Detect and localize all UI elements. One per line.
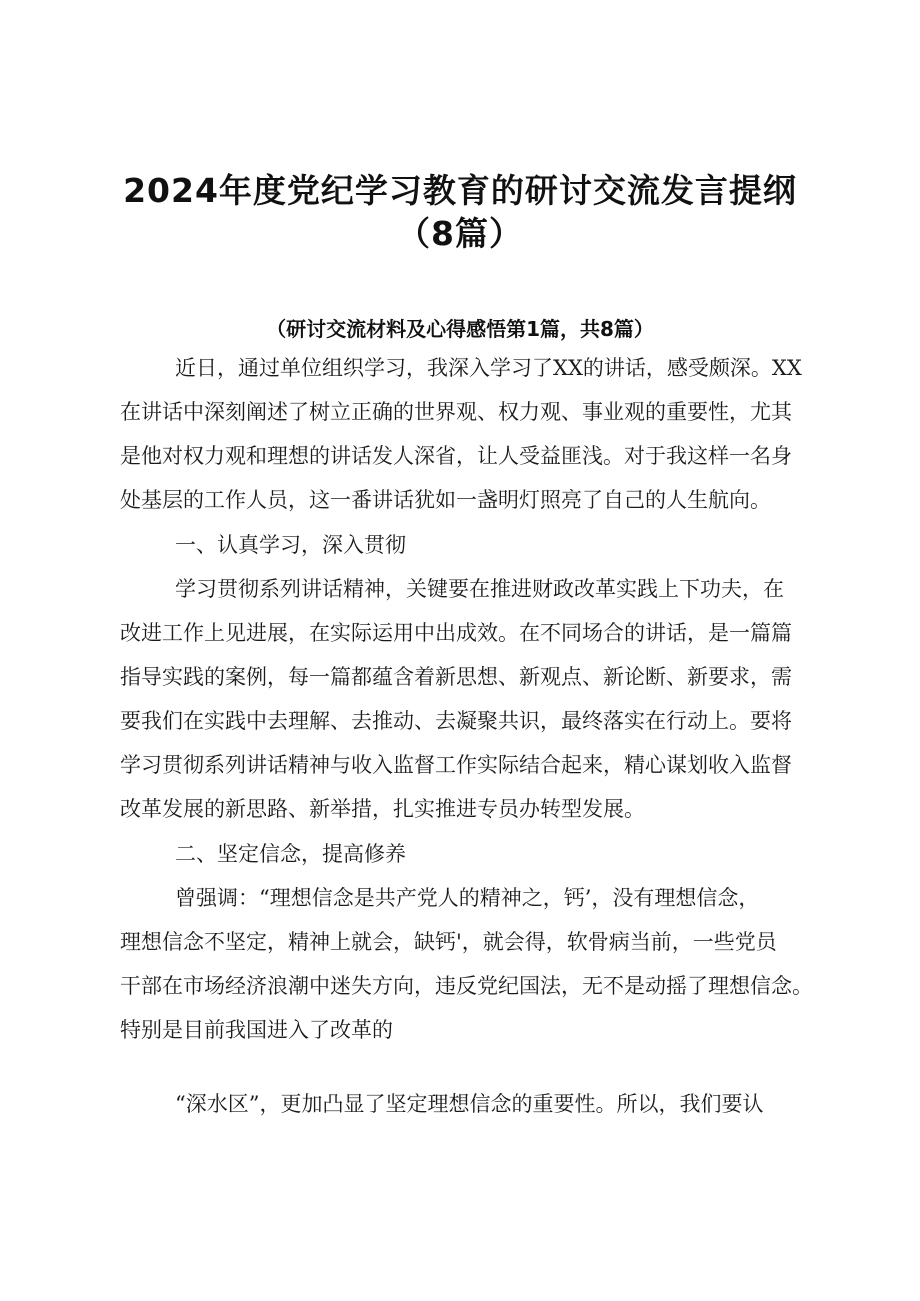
body-line-9: 学习贯彻系列讲话精神与收入监督工作实际结合起来，精心谋划收入监督 <box>120 753 792 777</box>
body-line-10: 改革发展的新思路、新举措，扎实推进专员办转型发展。 <box>120 797 645 821</box>
body-line-5: 学习贯彻系列讲话精神，关键要在推进财政改革实践上下功夫，在 <box>175 577 784 601</box>
document-title-line-1: 2024年度党纪学习教育的研讨交流发言提纲 <box>123 171 797 210</box>
section-heading-2: 二、坚定信念，提高修养 <box>175 842 406 866</box>
body-line-4: 处基层的工作人员，这一番讲话犹如一盏明灯照亮了自己的人生航向。 <box>120 488 771 512</box>
body-line-14: 特别是目前我国进入了改革的 <box>120 1018 393 1042</box>
document-title-line-2: （8篇） <box>397 214 523 253</box>
body-line-11: 曾强调：“理想信念是共产党人的精神之，钙’，没有理想信念， <box>175 886 760 910</box>
section-heading-1: 一、认真学习，深入贯彻 <box>175 533 406 557</box>
body-line-8: 要我们在实践中去理解、去推动、去凝聚共识，最终落实在行动上。要将 <box>120 709 792 733</box>
body-line-7: 指导实践的案例，每一篇都蕴含着新思想、新观点、新论断、新要求，需 <box>120 665 792 689</box>
document-subtitle: （研讨交流材料及心得感悟第1篇，共8篇） <box>266 317 654 341</box>
body-line-12: 理想信念不坚定，精神上就会，缺钙'，就会得，软骨病当前，一些党员 <box>120 930 777 954</box>
body-line-2: 在讲话中深刻阐述了树立正确的世界观、权力观、事业观的重要性，尤其 <box>120 400 792 424</box>
body-line-1: 近日，通过单位组织学习，我深入学习了XX的讲话，感受颇深。XX <box>175 356 802 380</box>
body-line-13: 干部在市场经济浪潮中迷失方向，违反党纪国法，无不是动摇了理想信念。 <box>120 974 813 998</box>
body-line-6: 改进工作上见进展，在实际运用中出成效。在不同场合的讲话，是一篇篇 <box>120 621 792 645</box>
body-line-3: 是他对权力观和理想的讲话发人深省，让人受益匪浅。对于我这样一名身 <box>120 444 792 468</box>
body-line-15: “深水区”，更加凸显了坚定理想信念的重要性。所以，我们要认 <box>175 1092 764 1116</box>
